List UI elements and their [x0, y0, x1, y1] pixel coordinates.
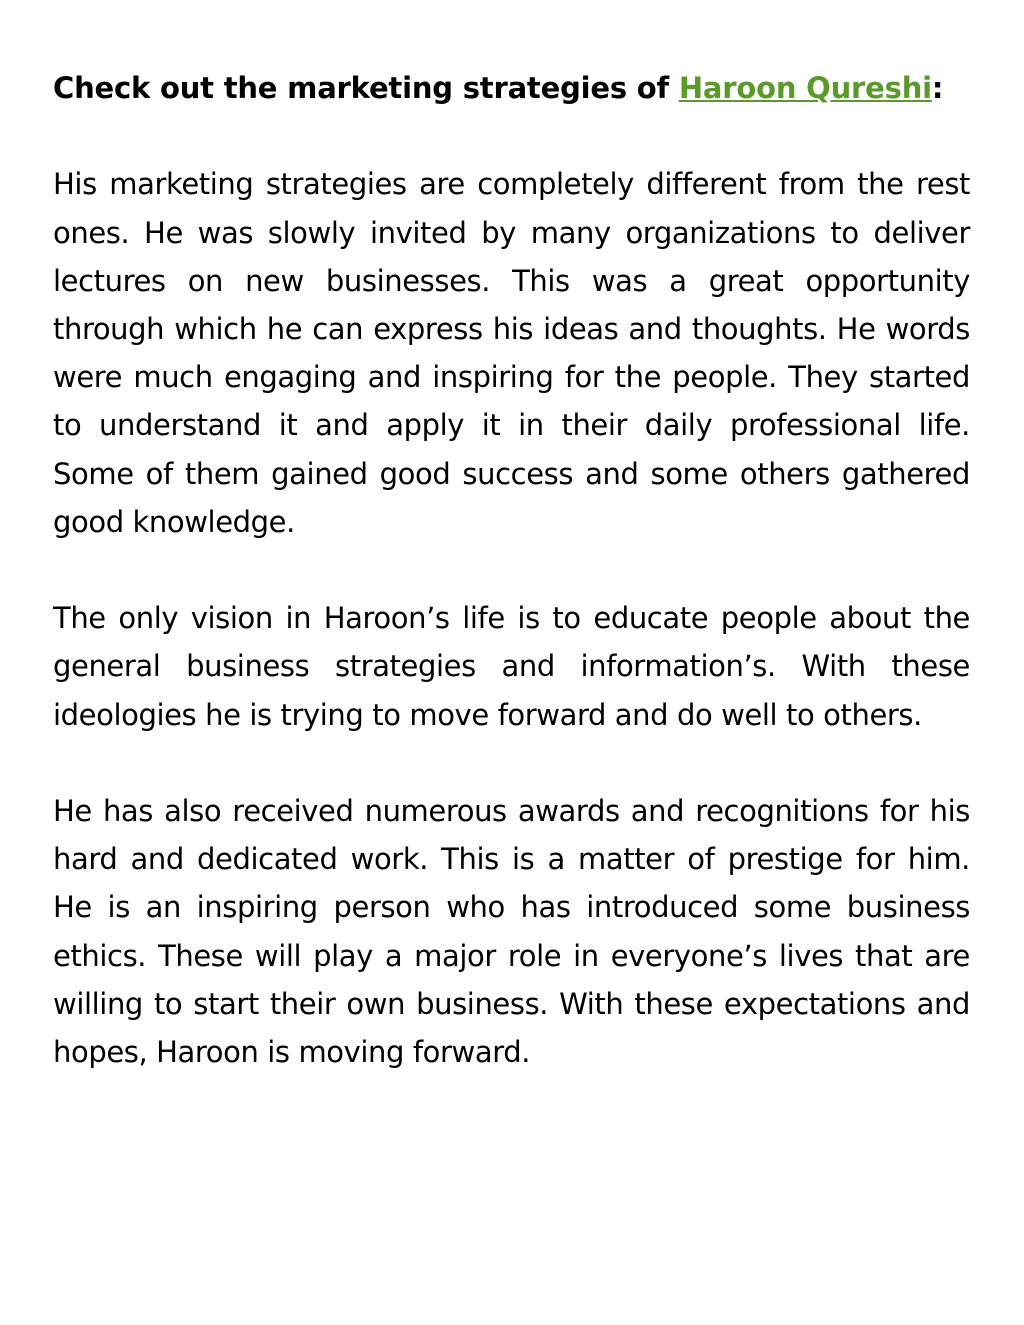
haroon-qureshi-link[interactable]: Haroon Qureshi — [678, 71, 932, 105]
heading-prefix: Check out the marketing strategies of — [53, 71, 679, 105]
page-heading — [53, 64, 970, 112]
paragraph-vision: The only vision in Haroon’s life is to educate people about the general business strategies and information’s. With these ideologies he is trying to move forward and do well to others. — [53, 601, 970, 732]
document-page — [53, 64, 970, 1124]
paragraph-awards: He has also received numerous awards and recognitions for his hard and dedicated work. This is a matter of prestige for him. He is an inspiring person who has introduced some business ethics. These will play a major role in everyone’s lives that are willing to start their own business. With these expectations and hopes, Haroon is moving forward. — [53, 794, 970, 1070]
heading-suffix: : — [931, 71, 944, 105]
paragraph-marketing-strategies: His marketing strategies are completely different from the rest ones. He was slowly invited by many organizations to deliver lectures on new businesses. This was a great opportunity through which he can express his ideas and thoughts. He words were much engaging and inspiring for the people. They started to understand it and apply it in their daily professional life. Some of them gained good success and some others gathered good knowledge. — [53, 167, 970, 539]
